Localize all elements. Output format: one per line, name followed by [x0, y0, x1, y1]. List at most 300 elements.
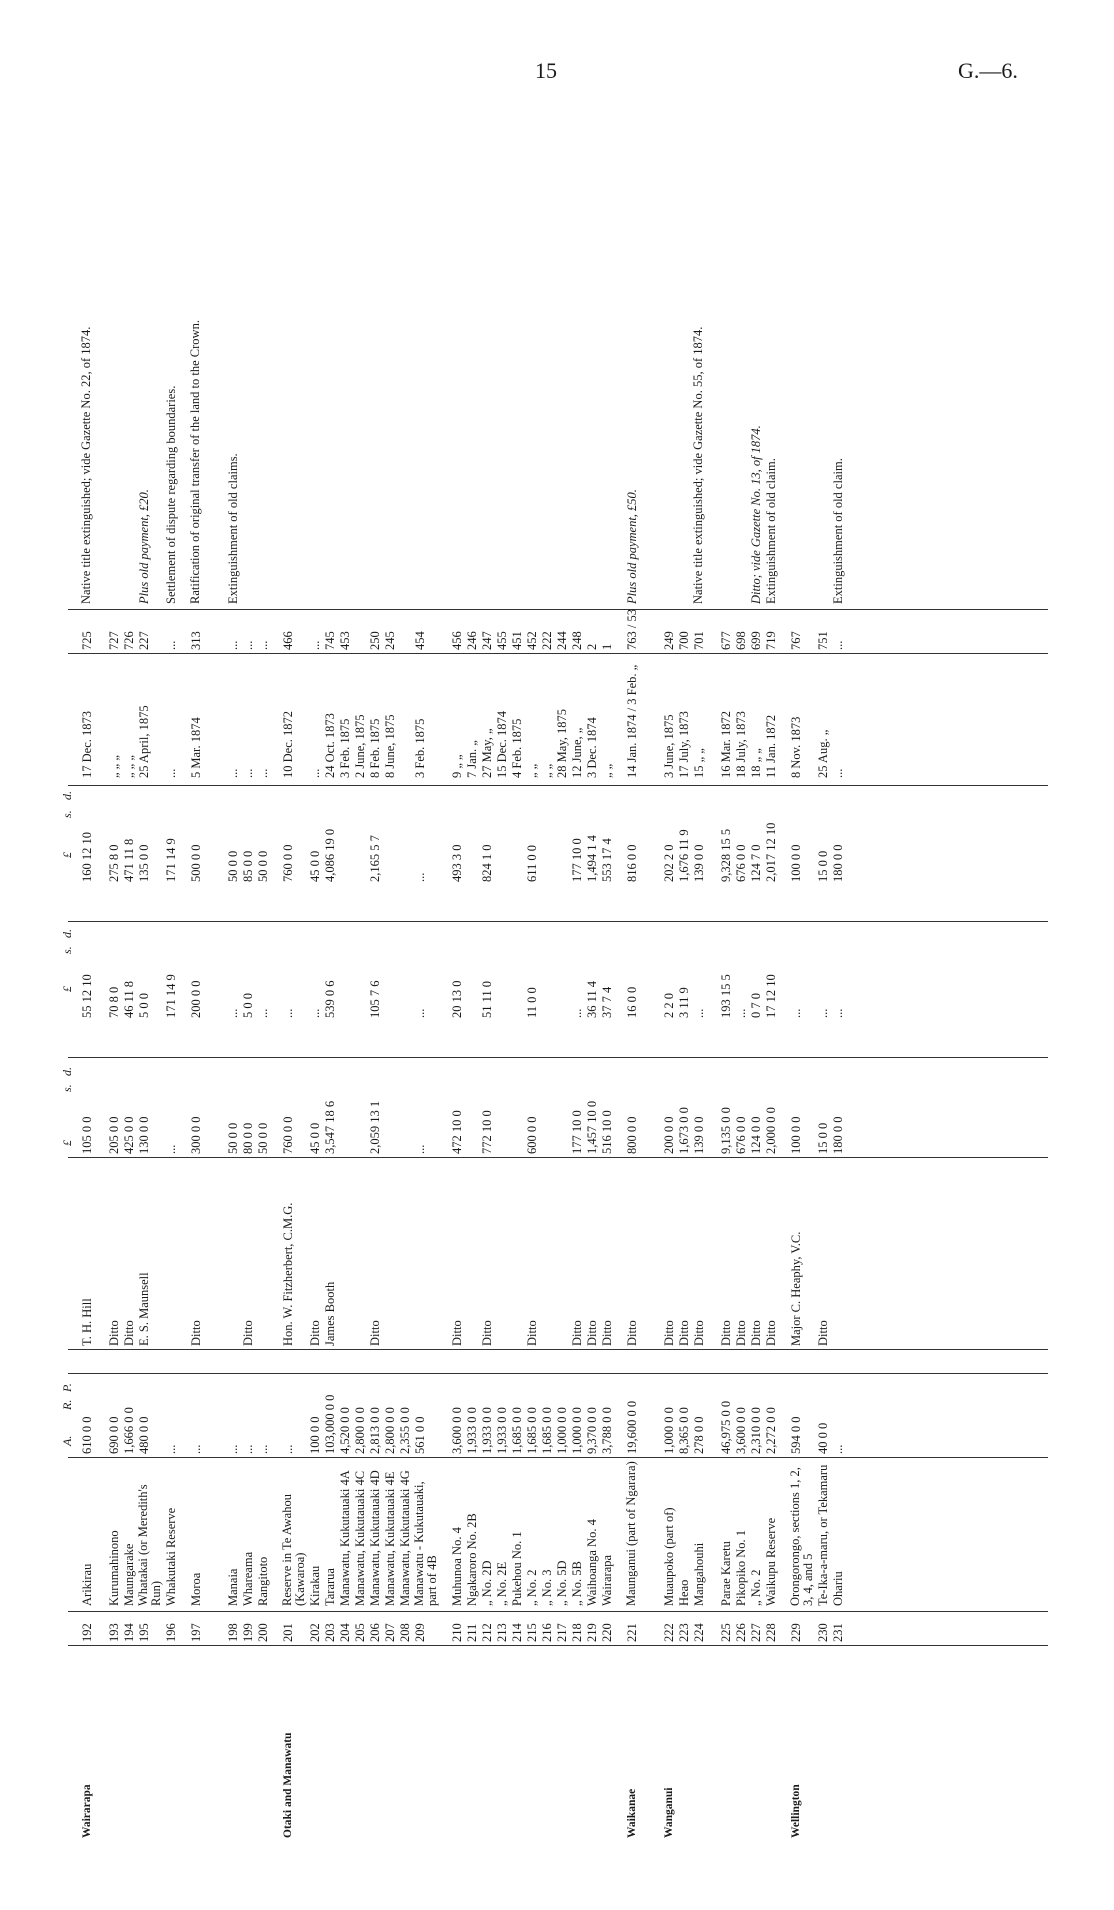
- date-cell: 15 Dec. 1874: [495, 711, 509, 778]
- price-cell: 45 0 0: [308, 1122, 322, 1154]
- area-cell: ...: [831, 1444, 845, 1454]
- total-cell: ...: [413, 872, 427, 882]
- block-name-cell: Maungarake: [122, 1543, 136, 1606]
- table-row: [107, 138, 121, 1858]
- officer-cell: Ditto: [719, 1320, 733, 1346]
- total-cell: 124 7 0: [749, 844, 763, 882]
- area-cell: 46,975 0 0: [719, 1400, 733, 1454]
- table-row: [226, 138, 240, 1858]
- officer-cell: Major C. Heaphy, V.C.: [789, 1231, 803, 1346]
- officer-cell: Ditto: [122, 1320, 136, 1346]
- table-row: [241, 138, 255, 1858]
- block-name-cell: Moroa: [189, 1572, 203, 1606]
- officer-cell: Ditto: [692, 1320, 706, 1346]
- date-cell: ...: [831, 768, 845, 778]
- row-number-cell: 199: [241, 1623, 255, 1642]
- total-cell: 676 0 0: [734, 844, 748, 882]
- folio-cell: 701: [692, 631, 706, 650]
- block-name-cell: Maunganui (part of Ngarara): [624, 1461, 638, 1606]
- date-cell: 4 Feb. 1875: [510, 718, 524, 778]
- block-name-cell: Manawatu, Kukutauaki 4E: [383, 1471, 397, 1606]
- price-cell: 180 0 0: [831, 1116, 845, 1154]
- officer-cell: Ditto: [525, 1320, 539, 1346]
- date-cell: 17 July, 1873: [677, 711, 691, 778]
- row-number-cell: 218: [570, 1623, 584, 1642]
- area-cell: 594 0 0: [789, 1416, 803, 1454]
- paid-cell: ...: [692, 1008, 706, 1018]
- date-cell: „ „ „: [122, 755, 136, 778]
- price-cell: 9,135 0 0: [719, 1107, 733, 1154]
- row-number-cell: 207: [383, 1623, 397, 1642]
- block-name-cell: Ohariu: [831, 1571, 845, 1606]
- table-row: [450, 138, 464, 1858]
- block-name-cell: Wairarapa: [600, 1554, 614, 1606]
- total-cell: 50 0 0: [256, 850, 270, 882]
- officer-cell: Ditto: [600, 1320, 614, 1346]
- total-cell: 9,328 15 5: [719, 828, 733, 882]
- price-cell: 772 10 0: [480, 1110, 494, 1154]
- row-number-cell: 208: [398, 1623, 412, 1642]
- table-row: [368, 138, 382, 1858]
- date-cell: 16 Mar. 1872: [719, 710, 733, 778]
- paid-cell: 51 11 0: [480, 980, 494, 1018]
- date-cell: 11 Jan. 1872: [764, 714, 778, 778]
- folio-cell: 677: [719, 631, 733, 650]
- note-cell: Plus old payment, £20.: [137, 489, 151, 604]
- table-row: [525, 138, 539, 1858]
- block-name-cell: Rangitoto: [256, 1556, 270, 1606]
- row-number-cell: 222: [662, 1623, 676, 1642]
- officer-cell: Hon. W. Fitzherbert, C.M.G.: [281, 1202, 295, 1346]
- officer-cell: Ditto: [480, 1320, 494, 1346]
- total-cell: 100 0 0: [789, 844, 803, 882]
- note-cell: Ratification of original transfer of the land to the Crown.: [188, 320, 202, 604]
- district-cell: Wanganui: [663, 1787, 675, 1838]
- area-cell: 40 0 0: [816, 1422, 830, 1454]
- total-pence-header: d.: [60, 791, 74, 800]
- table-row: [831, 138, 845, 1858]
- area-cell: 1,000 0 0: [662, 1407, 676, 1454]
- date-cell: 18 „ „: [749, 748, 763, 778]
- price-cell: 516 10 0: [600, 1110, 614, 1154]
- row-number-cell: 210: [450, 1623, 464, 1642]
- total-cell: 171 14 9: [164, 838, 178, 882]
- row-number-cell: 219: [585, 1623, 599, 1642]
- total-cell: 611 0 0: [525, 844, 539, 882]
- total-cell: 1,676 11 9: [677, 829, 691, 882]
- folio-cell: 451: [510, 631, 524, 650]
- officer-cell: Ditto: [450, 1320, 464, 1346]
- block-name-cell: Manawatu, Kukutauaki 4A: [338, 1470, 352, 1606]
- folio-cell: 1: [600, 643, 614, 650]
- table-row: [189, 138, 203, 1858]
- price-cell: 139 0 0: [692, 1116, 706, 1154]
- table-row: [677, 138, 691, 1858]
- paid-cell: 2 2 0: [662, 993, 676, 1018]
- table-row: [692, 138, 706, 1858]
- price-cell: ...: [413, 1144, 427, 1154]
- area-cell: ...: [189, 1444, 203, 1454]
- total-cell: 275 8 0: [107, 844, 121, 882]
- date-cell: 25 Aug. „: [816, 729, 830, 778]
- price-cell: ...: [164, 1144, 178, 1154]
- folio-cell: 726: [122, 631, 136, 650]
- folio-cell: 763 / 53: [625, 609, 639, 650]
- block-name-cell: „ No. 2D: [480, 1560, 494, 1606]
- price-cell: 105 0 0: [80, 1116, 94, 1154]
- paid-pound-header: £: [60, 986, 74, 992]
- block-name-cell: Reserve in Te Awahou (Kawaroa): [280, 1494, 307, 1606]
- paid-cell: ...: [831, 1008, 845, 1018]
- row-number-cell: 224: [692, 1623, 706, 1642]
- paid-cell: 55 12 10: [80, 974, 94, 1018]
- row-number-cell: 216: [540, 1623, 554, 1642]
- area-cell: 19,600 0 0: [625, 1400, 639, 1454]
- paid-cell: 5 0 0: [241, 993, 255, 1018]
- date-cell: 17 Dec. 1873: [80, 711, 94, 778]
- row-number-cell: 223: [677, 1623, 691, 1642]
- area-cell: 100 0 0: [308, 1416, 322, 1454]
- paid-cell: 200 0 0: [189, 980, 203, 1018]
- date-cell: „ „: [600, 763, 614, 778]
- page-reference: G.—6.: [958, 58, 1018, 83]
- paid-cell: ...: [226, 1008, 240, 1018]
- total-cell: 471 11 8: [122, 838, 136, 882]
- block-name-cell: „ No. 3: [540, 1569, 554, 1606]
- paid-cell: ...: [256, 1008, 270, 1018]
- folio-cell: 453: [338, 631, 352, 650]
- block-name-cell: Kirakau: [308, 1565, 322, 1606]
- officer-cell: Ditto: [764, 1320, 778, 1346]
- area-cell: 690 0 0: [107, 1416, 121, 1454]
- row-number-cell: 228: [764, 1623, 778, 1642]
- block-name-cell: Pikopiko No. 1: [734, 1529, 748, 1606]
- price-cell: 2,000 0 0: [764, 1107, 778, 1154]
- date-cell: ...: [308, 768, 322, 778]
- price-cell: 3,547 18 6: [323, 1100, 337, 1154]
- block-name-cell: Muhunoa No. 4: [450, 1527, 464, 1606]
- date-cell: 3 Feb. 1875: [413, 718, 427, 778]
- price-cell: 676 0 0: [734, 1116, 748, 1154]
- perches-header: P.: [60, 1383, 74, 1392]
- area-cell: 2,813 0 0: [368, 1407, 382, 1454]
- folio-cell: 244: [555, 631, 569, 650]
- table-row: [570, 138, 584, 1858]
- table-row: [323, 138, 337, 1858]
- table-row: [540, 138, 554, 1858]
- folio-cell: 454: [413, 631, 427, 650]
- row-number-cell: 226: [734, 1623, 748, 1642]
- folio-cell: 745: [323, 631, 337, 650]
- note-cell: Extinguishment of old claims.: [226, 453, 240, 604]
- price-cell: 2,059 13 1: [368, 1100, 382, 1154]
- table-row: [353, 138, 367, 1858]
- row-number-cell: 197: [189, 1623, 203, 1642]
- area-cell: 2,310 0 0: [749, 1407, 763, 1454]
- block-name-cell: „ No. 5B: [570, 1561, 584, 1606]
- paid-shilling-header: s.: [60, 946, 74, 954]
- price-cell: 800 0 0: [625, 1116, 639, 1154]
- row-number-cell: 209: [413, 1623, 427, 1642]
- officer-cell: Ditto: [662, 1320, 676, 1346]
- date-cell: 5 Mar. 1874: [189, 717, 203, 778]
- price-cell: 205 0 0: [107, 1116, 121, 1154]
- area-cell: 103,000 0 0: [323, 1394, 337, 1454]
- officer-cell: Ditto: [241, 1320, 255, 1346]
- total-cell: 816 0 0: [625, 844, 639, 882]
- table-row: [280, 138, 307, 1858]
- paid-cell: 11 0 0: [525, 987, 539, 1018]
- roods-header: R.: [60, 1399, 74, 1410]
- officer-cell: Ditto: [749, 1320, 763, 1346]
- row-number-cell: 221: [625, 1623, 639, 1642]
- area-cell: 3,788 0 0: [600, 1407, 614, 1454]
- date-cell: „ „ „: [107, 755, 121, 778]
- row-number-cell: 196: [164, 1623, 178, 1642]
- date-cell: 3 Feb. 1875: [338, 718, 352, 778]
- row-number-cell: 217: [555, 1623, 569, 1642]
- row-number-cell: 229: [789, 1623, 803, 1642]
- folio-cell: 699: [749, 631, 763, 650]
- table-row: [495, 138, 509, 1858]
- date-cell: 25 April, 1875: [137, 705, 151, 778]
- area-cell: ...: [256, 1444, 270, 1454]
- area-cell: 480 0 0: [137, 1416, 151, 1454]
- officer-cell: Ditto: [308, 1320, 322, 1346]
- total-cell: 180 0 0: [831, 844, 845, 882]
- folio-cell: 456: [450, 631, 464, 650]
- block-name-cell: Waihoanga No. 4: [585, 1519, 599, 1606]
- price-cell: 124 0 0: [749, 1116, 763, 1154]
- paid-cell: 193 15 5: [719, 974, 733, 1018]
- folio-cell: 247: [480, 631, 494, 650]
- block-name-cell: Waikupu Reserve: [764, 1517, 778, 1606]
- date-cell: 12 June, „: [570, 727, 584, 778]
- total-pound-header: £: [60, 852, 74, 858]
- date-cell: ...: [256, 768, 270, 778]
- row-number-cell: 198: [226, 1623, 240, 1642]
- folio-cell: 227: [137, 631, 151, 650]
- paid-cell: ...: [816, 1008, 830, 1018]
- paid-cell: 36 11 4: [585, 980, 599, 1018]
- area-cell: 8,365 0 0: [677, 1407, 691, 1454]
- note-cell: Plus old payment, £50.: [625, 489, 639, 604]
- folio-cell: 452: [525, 631, 539, 650]
- folio-cell: ...: [241, 640, 255, 650]
- area-cell: 610 0 0: [80, 1416, 94, 1454]
- block-name-cell: „ No. 2E: [495, 1561, 509, 1606]
- date-cell: 10 Dec. 1872: [281, 711, 295, 778]
- block-name-cell: Kurumahinono: [107, 1530, 121, 1606]
- officer-cell: Ditto: [189, 1320, 203, 1346]
- acres-header: A.: [60, 1435, 74, 1446]
- officer-cell: Ditto: [107, 1320, 121, 1346]
- table-row: [600, 138, 614, 1858]
- note-cell: Native title extinguished; vide Gazette No. 55, of 1874.: [691, 326, 705, 604]
- area-cell: 1,000 0 0: [555, 1407, 569, 1454]
- row-number-cell: 200: [256, 1623, 270, 1642]
- folio-cell: 250: [368, 631, 382, 650]
- row-number-cell: 205: [353, 1623, 367, 1642]
- officer-cell: Ditto: [570, 1320, 584, 1346]
- row-number-cell: 204: [338, 1623, 352, 1642]
- row-number-cell: 227: [749, 1623, 763, 1642]
- table-row: [412, 138, 439, 1858]
- officer-cell: T. H. Hill: [80, 1298, 94, 1346]
- price-cell: 177 10 0: [570, 1110, 584, 1154]
- price-cell: 50 0 0: [256, 1122, 270, 1154]
- total-cell: 202 2 0: [662, 844, 676, 882]
- folio-cell: 313: [189, 631, 203, 650]
- row-number-cell: 220: [600, 1623, 614, 1642]
- price-cell: 130 0 0: [137, 1116, 151, 1154]
- total-cell: 2,165 5 7: [368, 835, 382, 882]
- total-cell: 4,086 19 0: [323, 828, 337, 882]
- price-cell: 1,457 10 0: [585, 1100, 599, 1154]
- area-cell: ...: [164, 1444, 178, 1454]
- date-cell: 27 May, „: [480, 728, 494, 778]
- officer-cell: James Booth: [323, 1281, 337, 1346]
- block-name-cell: Manawatu, Kukutauaki 4C: [353, 1470, 367, 1606]
- total-cell: 45 0 0: [308, 850, 322, 882]
- row-number-cell: 212: [480, 1623, 494, 1642]
- date-cell: „ „: [525, 763, 539, 778]
- row-number-cell: 214: [510, 1623, 524, 1642]
- row-number-cell: 192: [80, 1623, 94, 1642]
- folio-cell: 245: [383, 631, 397, 650]
- paid-cell: ...: [308, 1008, 322, 1018]
- block-name-cell: Heao: [677, 1579, 691, 1606]
- block-name-cell: „ No. 2: [525, 1569, 539, 1606]
- block-name-cell: Te-Ika-a-maru, or Tekamaru: [816, 1464, 830, 1606]
- block-name-cell: Muaupoko (part of): [662, 1507, 676, 1606]
- date-cell: 7 Jan. „: [465, 740, 479, 778]
- row-number-cell: 230: [816, 1623, 830, 1642]
- folio-cell: ...: [226, 640, 240, 650]
- date-cell: 28 May, 1875: [555, 709, 569, 778]
- folio-cell: ...: [308, 640, 322, 650]
- folio-cell: 719: [764, 631, 778, 650]
- block-name-cell: Manawatu - Kukutauaki, part of 4B: [412, 1481, 439, 1606]
- price-cell: 80 0 0: [241, 1122, 255, 1154]
- price-cell: 15 0 0: [816, 1122, 830, 1154]
- row-number-cell: 201: [281, 1623, 295, 1642]
- paid-cell: ...: [413, 1008, 427, 1018]
- table-row: [256, 138, 270, 1858]
- paid-cell: ...: [570, 1008, 584, 1018]
- folio-cell: 2: [585, 643, 599, 650]
- folio-cell: 700: [677, 631, 691, 650]
- table-row: [734, 138, 748, 1858]
- folio-cell: ...: [831, 640, 845, 650]
- note-cell: Native title extinguished; vide Gazette No. 22, of 1874.: [79, 326, 93, 604]
- folio-cell: 698: [734, 631, 748, 650]
- area-cell: 1,000 0 0: [570, 1407, 584, 1454]
- total-cell: 139 0 0: [692, 844, 706, 882]
- folio-cell: ...: [164, 640, 178, 650]
- total-cell: 15 0 0: [816, 850, 830, 882]
- area-cell: 1,685 0 0: [525, 1407, 539, 1454]
- date-cell: 8 June, 1875: [383, 714, 397, 778]
- officer-cell: Ditto: [734, 1320, 748, 1346]
- paid-cell: ...: [789, 1008, 803, 1018]
- price-cell: 760 0 0: [281, 1116, 295, 1154]
- table-row: [338, 138, 352, 1858]
- officer-cell: Ditto: [816, 1320, 830, 1346]
- price-shilling-header: s.: [60, 1084, 74, 1092]
- page-number: 15: [535, 58, 557, 83]
- total-cell: 177 10 0: [570, 838, 584, 882]
- block-name-cell: Tararua: [323, 1568, 337, 1606]
- date-cell: 3 June, 1875: [662, 714, 676, 778]
- price-pound-header: £: [60, 1140, 74, 1146]
- table-row: [465, 138, 479, 1858]
- area-cell: 1,933 0 0: [465, 1407, 479, 1454]
- price-cell: 1,673 0 0: [677, 1107, 691, 1154]
- paid-cell: 0 7 0: [749, 993, 763, 1018]
- table-row: [136, 138, 163, 1858]
- officer-cell: E. S. Maunsell: [137, 1272, 151, 1346]
- folio-cell: 725: [80, 631, 94, 650]
- block-name-cell: Whatakai (or Meredith's Run): [136, 1484, 163, 1606]
- paid-cell: 17 12 10: [764, 974, 778, 1018]
- table-row: [398, 138, 412, 1858]
- total-cell: 160 12 10: [80, 832, 94, 882]
- table-row: [122, 138, 136, 1858]
- note-cell: Ditto; vide Gazette No. 13, of 1874.: [749, 425, 763, 604]
- table-row: [585, 138, 599, 1858]
- rotated-table: [58, 138, 1058, 1858]
- table-row: [80, 138, 94, 1858]
- row-number-cell: 203: [323, 1623, 337, 1642]
- block-name-cell: Mangahouhi: [692, 1542, 706, 1606]
- area-cell: 9,370 0 0: [585, 1407, 599, 1454]
- row-number-cell: 202: [308, 1623, 322, 1642]
- table-row: [764, 138, 778, 1858]
- table-row: [510, 138, 524, 1858]
- total-cell: 85 0 0: [241, 850, 255, 882]
- district-cell: Wairarapa: [81, 1784, 93, 1838]
- area-cell: ...: [281, 1444, 295, 1454]
- block-name-cell: Parae Karetu: [719, 1541, 733, 1606]
- block-name-cell: Orongorongo, sections 1, 2, 3, 4, and 5: [788, 1467, 815, 1606]
- date-cell: 18 July, 1873: [734, 711, 748, 778]
- table-row: [555, 138, 569, 1858]
- area-cell: 1,685 0 0: [510, 1407, 524, 1454]
- price-cell: 300 0 0: [189, 1116, 203, 1154]
- row-number-cell: 206: [368, 1623, 382, 1642]
- total-cell: 50 0 0: [226, 850, 240, 882]
- table-row: [308, 138, 322, 1858]
- district-cell: Waikanae: [626, 1788, 638, 1838]
- total-cell: 760 0 0: [281, 844, 295, 882]
- date-cell: 15 „ „: [692, 748, 706, 778]
- block-name-cell: „ No. 5D: [555, 1560, 569, 1606]
- paid-cell: 70 8 0: [107, 986, 121, 1018]
- area-cell: 3,600 0 0: [450, 1407, 464, 1454]
- total-cell: 553 17 4: [600, 838, 614, 882]
- folio-cell: 246: [465, 631, 479, 650]
- date-cell: ...: [164, 768, 178, 778]
- paid-cell: 16 0 0: [625, 986, 639, 1018]
- paid-cell: ...: [734, 1008, 748, 1018]
- price-cell: 200 0 0: [662, 1116, 676, 1154]
- paid-cell: 105 7 6: [368, 980, 382, 1018]
- area-cell: 561 0 0: [413, 1416, 427, 1454]
- paid-cell: 46 11 8: [122, 980, 136, 1018]
- total-cell: 493 3 0: [450, 844, 464, 882]
- date-cell: 2 June, 1875: [353, 714, 367, 778]
